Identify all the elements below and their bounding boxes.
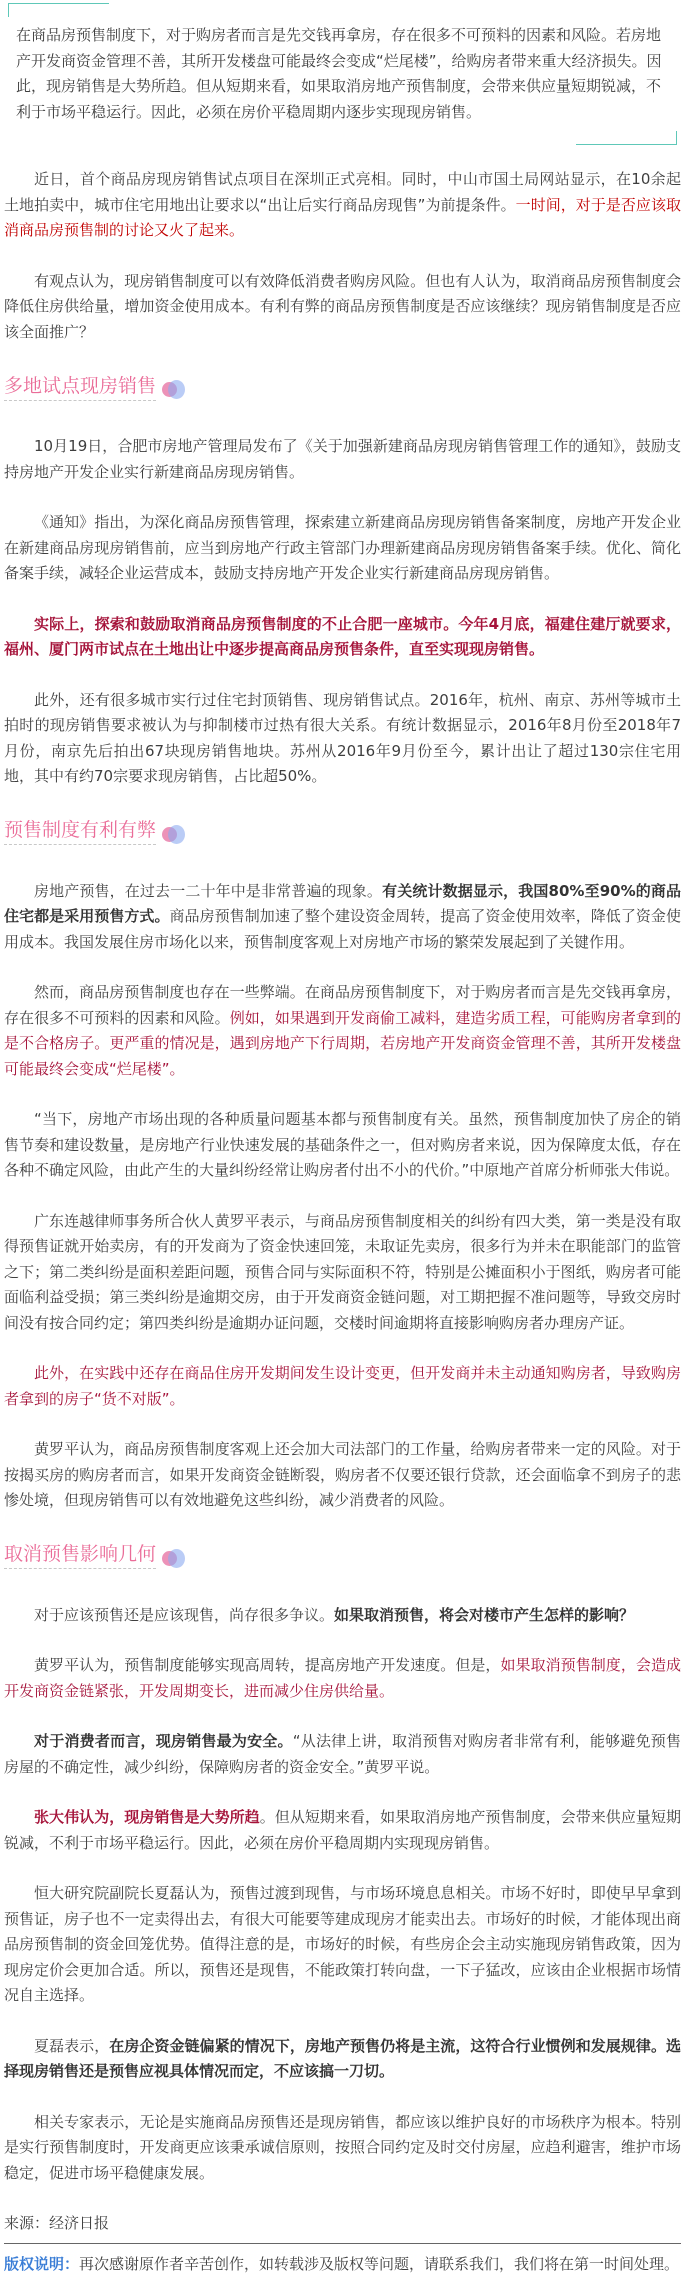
copyright-label: 版权说明： — [4, 2255, 79, 2273]
overlapping-circles-icon — [162, 1549, 190, 1571]
section-heading-pilot-sales — [4, 370, 681, 404]
opening-paragraph-1: 近日，首个商品房现房销售试点项目在深圳正式亮相。同时，中山市国土局网站显示，在10余起土地拍卖中，城市住宅用地出让要求以“出让后实行商品房现售”为前提条件。一时间，对于是否应该取消商品房预售制的讨论又火了起来。 — [4, 167, 681, 244]
paragraph: 张大伟认为，现房销售是大势所趋。但从短期来看，如果取消房地产预售制度，会带来供应量短期锐减，不利于市场平稳运行。因此，必须在房价平稳周期内实现现房销售。 — [4, 1805, 681, 1856]
paragraph: 然而，商品房预售制度也存在一些弊端。在商品房预售制度下，对于购房者而言是先交钱再拿房，存在很多不可预料的因素和风险。例如，如果遇到开发商偷工减料，建造劣质工程，可能购房者拿到的是不合格房子。更严重的情况是，遇到房地产下行周期，若房地产开发商资金管理不善，其所开发楼盘可能最终会变成“烂尾楼”。 — [4, 980, 681, 1082]
paragraph: 夏磊表示，在房企资金链偏紧的情况下，房地产预售仍将是主流，这符合行业惯例和发展规律。选择现房销售还是预售应视具体情况而定，不应该搞一刀切。 — [4, 2034, 681, 2085]
quote-paragraph: “当下，房地产市场出现的各种质量问题基本都与预售制度有关。虽然，预售制度加快了房企的销售节奏和建设数量，是房地产行业快速发展的基础条件之一，但对购房者来说，因为保障度太低，存在各种不确定风险，由此产生的大量纠纷经常让购房者付出不小的代价。”中原地产首席分析师张大伟说。 — [4, 1107, 681, 1184]
section-heading-impact — [4, 1539, 681, 1573]
paragraph: 《通知》指出，为深化商品房预售管理，探索建立新建商品房现房销售备案制度，房地产开发企业在新建商品房现房销售前，应当到房地产行政主管部门办理新建商品房现房销售备案手续。优化、简化备案手续，减轻企业运营成本，鼓励支持房地产开发企业实行新建商品房现房销售。 — [4, 510, 681, 587]
paragraph: 房地产预售，在过去一二十年中是非常普遍的现象。有关统计数据显示，我国80%至90%的商品住宅都是采用预售方式。商品房预售制加速了整个建设资金周转，提高了资金使用效率，降低了资金使用成本。我国发展住房市场化以来，预售制度客观上对房地产市场的繁荣发展起到了关键作用。 — [4, 879, 681, 956]
intro-summary-box — [4, 0, 681, 151]
paragraph: 黄罗平认为，商品房预售制度客观上还会加大司法部门的工作量，给购房者带来一定的风险。对于按揭买房的购房者而言，如果开发商资金链断裂，购房者不仅要还银行贷款，还会面临拿不到房子的悲惨处境，但现房销售可以有效地避免这些纠纷，减少消费者的风险。 — [4, 1437, 681, 1514]
copyright-notice: 版权说明：再次感谢原作者辛苦创作，如转载涉及版权等问题，请联系我们，我们将在第一时间处理。 — [4, 2252, 681, 2277]
paragraph: 此外，还有很多城市实行过住宅封顶销售、现房销售试点。2016年，杭州、南京、苏州等城市土拍时的现房销售要求被认为与抑制楼市过热有很大关系。有统计数据显示，2016年8月份至2018年7月份，南京先后拍出67块现房销售地块。苏州从2016年9月份至今，累计出让了超过130宗住宅用地，其中有约70宗要求现房销售，占比超50%。 — [4, 688, 681, 790]
highlight-paragraph: 此外，在实践中还存在商品住房开发期间发生设计变更，但开发商并未主动通知购房者，导致购房者拿到的房子“货不对版”。 — [4, 1361, 681, 1412]
section-title: 取消预售影响几何 — [4, 1542, 156, 1569]
highlight-text: 一时间，对于是否应该取消商品房预售制的讨论又火了起来。 — [4, 196, 681, 240]
overlapping-circles-icon — [162, 825, 190, 847]
section-title: 预售制度有利有弊 — [4, 818, 156, 845]
paragraph: 对于消费者而言，现房销售最为安全。“从法律上讲，取消预售对购房者非常有利，能够避免预售房屋的不确定性，减少纠纷，保障购房者的资金安全。”黄罗平说。 — [4, 1729, 681, 1780]
section-title: 多地试点现房销售 — [4, 374, 156, 401]
section-heading-pros-cons — [4, 815, 681, 849]
opening-paragraph-2: 有观点认为，现房销售制度可以有效降低消费者购房风险。但也有人认为，取消商品房预售制度会降低住房供给量，增加资金使用成本。有利有弊的商品房预售制度是否应该继续？现房销售制度是否应该全面推广？ — [4, 269, 681, 346]
paragraph: 广东连越律师事务所合伙人黄罗平表示，与商品房预售制度相关的纠纷有四大类，第一类是没有取得预售证就开始卖房，有的开发商为了资金快速回笼，未取证先卖房，很多行为并未在职能部门的监管之下；第二类纠纷是面积差距问题，预售合同与实际面积不符，特别是公摊面积小于图纸，购房者可能面临利益受损；第三类纠纷是逾期交房，由于开发商资金链问题，对工期把握不准问题等，导致交房时间没有按合同约定；第四类纠纷是逾期办证问题，交楼时间逾期将直接影响购房者办理房产证。 — [4, 1209, 681, 1337]
paragraph: 相关专家表示，无论是实施商品房预售还是现房销售，都应该以维护良好的市场秩序为根本。特别是实行预售制度时，开发商更应该秉承诚信原则，按照合同约定及时交付房屋，应趋利避害，维护市场稳定，促进市场平稳健康发展。 — [4, 2110, 681, 2187]
highlight-paragraph: 实际上，探索和鼓励取消商品房预售制度的不止合肥一座城市。今年4月底，福建住建厅就要求，福州、厦门两市试点在土地出让中逐步提高商品房预售条件，直至实现现房销售。 — [4, 612, 681, 663]
overlapping-circles-icon — [162, 380, 190, 402]
paragraph: 对于应该预售还是应该现售，尚存很多争议。如果取消预售，将会对楼市产生怎样的影响？ — [4, 1603, 681, 1629]
paragraph: 恒大研究院副院长夏磊认为，预售过渡到现售，与市场环境息息相关。市场不好时，即使早早拿到预售证，房子也不一定卖得出去，有很大可能要等建成现房才能卖出去。市场好的时候，才能体现出商品房预售制的资金回笼优势。值得注意的是，市场好的时候，有些房企会主动实施现房销售政策，因为现房定价会更加合适。所以，预售还是现售，不能政策打转向盘，一下子猛改，应该由企业根据市场情况自主选择。 — [4, 1881, 681, 2009]
frame-corner-top-left — [8, 3, 109, 17]
paragraph: 10月19日，合肥市房地产管理局发布了《关于加强新建商品房现房销售管理工作的通知》，鼓励支持房地产开发企业实行新建商品房现房销售。 — [4, 434, 681, 485]
intro-summary-text: 在商品房预售制度下，对于购房者而言是先交钱再拿房，存在很多不可预料的因素和风险。若房地产开发商资金管理不善，其所开发楼盘可能最终会变成“烂尾楼”，给购房者带来重大经济损失。因此，现房销售是大势所趋。但从短期来看，如果取消房地产预售制度，会带来供应量短期锐减，不利于市场平稳运行。因此，必须在房价平稳周期内逐步实现现房销售。 — [16, 23, 673, 125]
frame-corner-bottom-right — [576, 131, 677, 145]
source-line: 来源：经济日报 — [4, 2211, 681, 2244]
paragraph: 黄罗平认为，预售制度能够实现高周转，提高房地产开发速度。但是，如果取消预售制度，会造成开发商资金链紧张，开发周期变长，进而减少住房供给量。 — [4, 1653, 681, 1704]
